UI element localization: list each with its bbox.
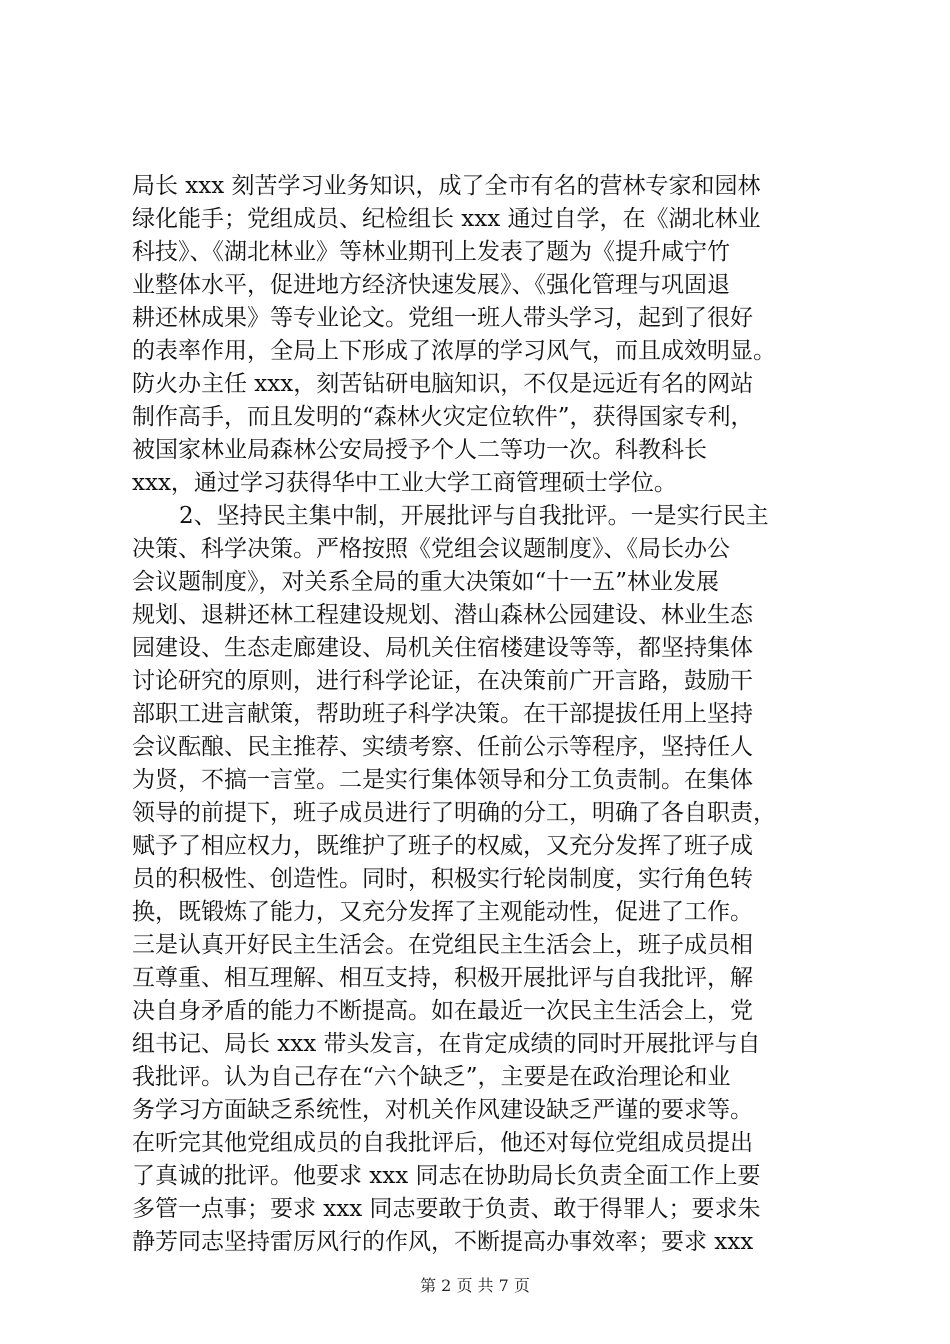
paragraph-start-line: 2、坚持民主集中制，开展批评与自我批评。一是实行民主	[179, 503, 769, 529]
text-line: 互尊重、相互理解、相互支持，积极开展批评与自我批评，解	[132, 965, 753, 991]
text-line: 为贤，不搞一言堂。二是实行集体领导和分工负责制。在集体	[132, 767, 753, 793]
text-line: 换，既锻炼了能力，又充分发挥了主观能动性，促进了工作。	[132, 899, 753, 925]
text-line: 我批评。认为自己存在“六个缺乏”，主要是在政治理论和业	[132, 1064, 731, 1090]
text-line: 了真诚的批评。他要求 xxx 同志在协助局长负责全面工作上要	[132, 1163, 761, 1189]
text-line: 部职工进言献策，帮助班子科学决策。在干部提拔任用上坚持	[132, 701, 753, 727]
text-line: 被国家林业局森林公安局授予个人二等功一次。科教科长	[132, 437, 707, 463]
text-line: 在听完其他党组成员的自我批评后，他还对每位党组成员提出	[132, 1130, 753, 1156]
text-line: 制作高手，而且发明的“森林火灾定位软件”，获得国家专利，	[132, 404, 754, 430]
text-line: 规划、退耕还林工程建设规划、潜山森林公园建设、林业生态	[132, 602, 753, 628]
text-line: xxx，通过学习获得华中工业大学工商管理硕士学位。	[132, 470, 677, 496]
text-line: 决自身矛盾的能力不断提高。如在最近一次民主生活会上，党	[132, 998, 753, 1024]
text-line: 多管一点事；要求 xxx 同志要敢于负责、敢于得罪人；要求朱	[132, 1196, 761, 1222]
text-line: 讨论研究的原则，进行科学论证，在决策前广开言路，鼓励干	[132, 668, 753, 694]
text-line: 静芳同志坚持雷厉风行的作风，不断提高办事效率；要求 xxx	[132, 1229, 754, 1255]
text-line: 绿化能手；党组成员、纪检组长 xxx 通过自学，在《湖北林业	[132, 206, 761, 232]
text-line: 员的积极性、创造性。同时，积极实行轮岗制度，实行角色转	[132, 866, 753, 892]
text-line: 领导的前提下，班子成员进行了明确的分工，明确了各自职责，	[132, 800, 776, 826]
text-line: 业整体水平，促进地方经济快速发展》、《强化管理与巩固退	[132, 272, 730, 298]
text-line: 务学习方面缺乏系统性，对机关作风建设缺乏严谨的要求等。	[132, 1097, 753, 1123]
text-line: 防火办主任 xxx，刻苦钻研电脑知识，不仅是远近有名的网站	[132, 371, 754, 397]
text-line: 会议题制度》，对关系全局的重大决策如“十一五”林业发展	[132, 569, 720, 595]
text-line: 的表率作用，全局上下形成了浓厚的学习风气，而且成效明显。	[132, 338, 776, 364]
text-line: 三是认真开好民主生活会。在党组民主生活会上，班子成员相	[132, 932, 753, 958]
page-number-footer: 第 2 页 共 7 页	[420, 1276, 530, 1295]
document-body	[132, 170, 832, 1259]
text-line: 园建设、生态走廊建设、局机关住宿楼建设等等，都坚持集体	[132, 635, 753, 661]
text-line: 耕还林成果》等专业论文。党组一班人带头学习，起到了很好	[132, 305, 753, 331]
text-line: 会议酝酿、民主推荐、实绩考察、任前公示等程序，坚持任人	[132, 734, 753, 760]
text-line: 赋予了相应权力，既维护了班子的权威，又充分发挥了班子成	[132, 833, 753, 859]
text-line: 局长 xxx 刻苦学习业务知识，成了全市有名的营林专家和园林	[132, 173, 761, 199]
text-line: 科技》、《湖北林业》等林业期刊上发表了题为《提升咸宁竹	[132, 239, 730, 265]
text-line: 决策、科学决策。严格按照《党组会议题制度》、《局长办公	[132, 536, 730, 562]
text-line: 组书记、局长 xxx 带头发言，在肯定成绩的同时开展批评与自	[132, 1031, 761, 1057]
